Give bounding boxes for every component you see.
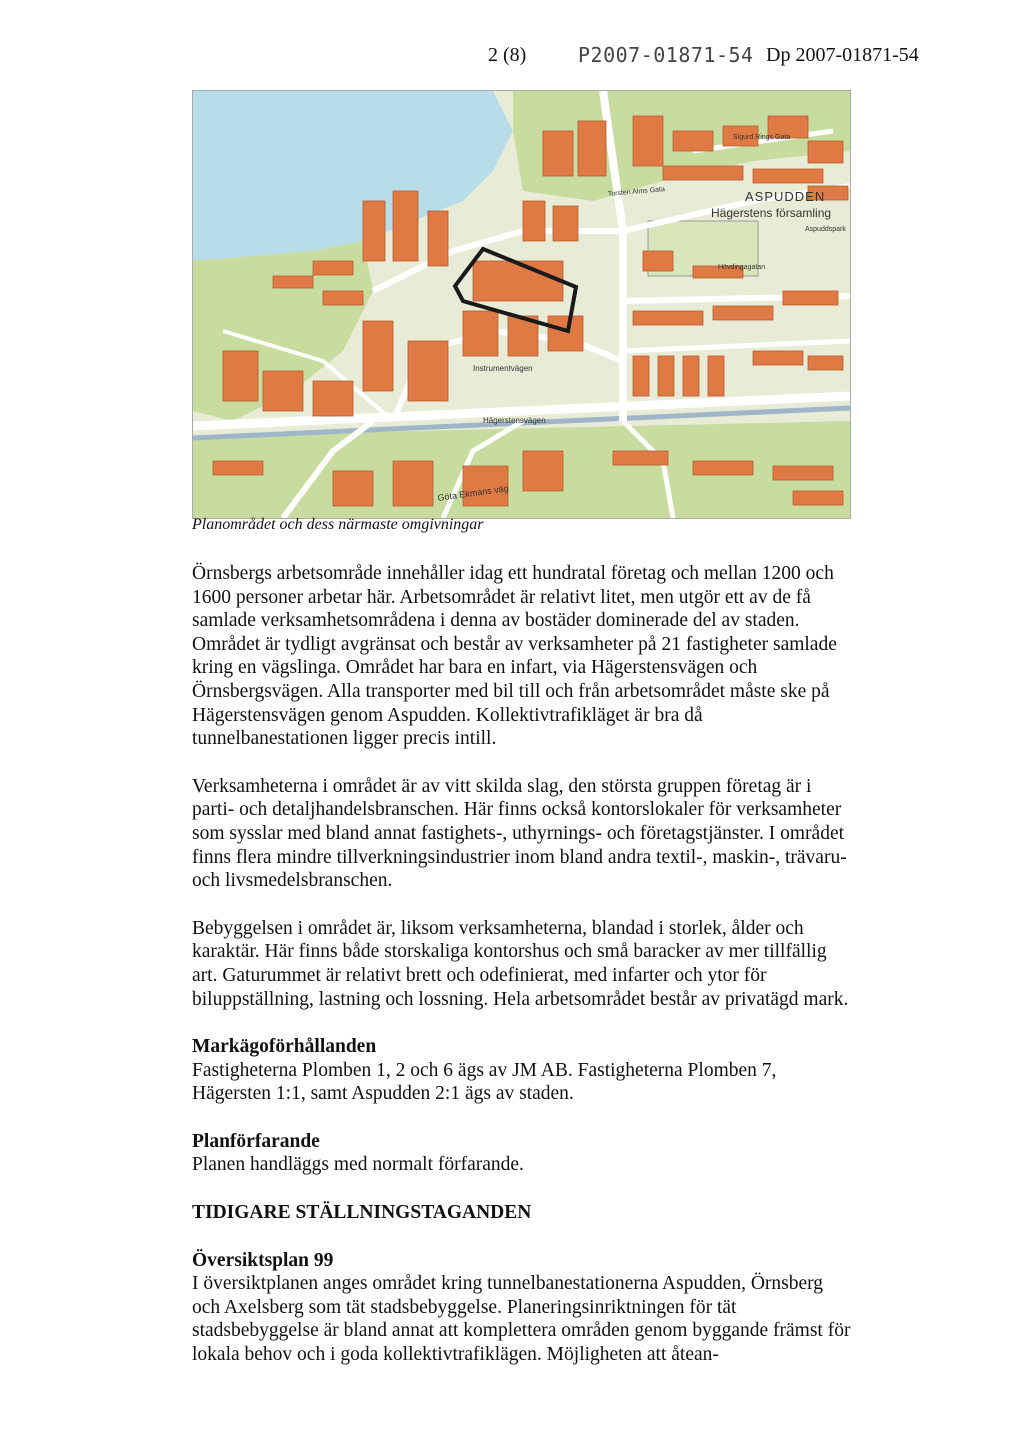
paragraph-area-overview: Örnsbergs arbetsområde innehåller idag ett hundratal företag och mellan 1200 och 1600 personer arbetar här. Arbetsområdet är relativt litet, men utgör ett av de få samlade verksamhetsområdena i denna av bostäder dominerade del av staden. Området är tydligt avgränsat och består av verksamheter på 21 fastigheter samlade kring en vägslinga. Området har bara en infart, via Hägerstensvägen och Örnsbergsvägen. Alla transporter med bil till och från arbetsområdet måste ske på Hägerstensvägen genom Aspudden. Kollektivtrafikläget är bra då tunnelbanestationen ligger precis intill.: [192, 563, 837, 750]
map-label-gota-ekmans-vag: Göta Ekmans väg: [436, 483, 510, 503]
paragraph-land-ownership: Fastigheterna Plomben 1, 2 och 6 ägs av JM AB. Fastigheterna Plomben 7, Hägersten 1:1, samt Aspudden 2:1 ägs av staden.: [192, 1059, 777, 1105]
paragraph-plan-procedure: Planen handläggs med normalt förfarande.: [192, 1154, 524, 1176]
heading-plan-procedure: Planförfarande: [192, 1130, 320, 1152]
map-label-torsten-alms-gata: Torsten Alms Gata: [607, 186, 666, 198]
map-label-instrumentvagen: Instrumentvägen: [473, 364, 533, 373]
map-label-aspudden: ASPUDDEN: [745, 189, 826, 204]
heading-overview-plan: Översiktsplan 99: [192, 1249, 334, 1271]
document-stamp: P2007-01871-54: [578, 43, 754, 67]
map-label-hovdingagatan: Hövdingagatan: [718, 264, 766, 271]
paragraph-businesses: Verksamheterna i området är av vitt skilda slag, den största gruppen företag är i parti- och detaljhandelsbranschen. Här finns också kontorslokaler för verksamheter som sysslar med bland annat fastighets-, uthyrnings- och företagstjänster. I området finns flera mindre tillverkningsindustrier inom bland andra textil-, maskin-, trävaru- och livsmedelsbranschen.: [192, 775, 847, 892]
paragraph-overview-plan: I översiktplanen anges området kring tunnelbanestationerna Aspudden, Örnsberg och Axelsberg som tät stadsbebyggelse. Planeringsinriktningen för tät stadsbebyggelse är bland annat att komplettera områden genom byggande främst för lokala behov och i goda kollektivtrafiklägen. Möjligheten att åtean-: [192, 1273, 851, 1366]
area-map: [192, 90, 851, 519]
heading-previous-positions: TIDIGARE STÄLLNINGSTAGANDEN: [192, 1202, 532, 1224]
map-label-hagerstensvagen: Hägerstensvägen: [483, 416, 546, 425]
map-label-park: Aspuddspark: [805, 226, 846, 233]
heading-land-ownership: Markägoförhållanden: [192, 1036, 377, 1058]
document-reference: Dp 2007-01871-54: [766, 44, 919, 66]
page-header: [0, 44, 1024, 74]
map-label-church: Hägerstens församling: [711, 206, 832, 220]
page-number: 2 (8): [488, 44, 527, 66]
map-caption: Planområdet och dess närmaste omgivningar: [192, 516, 484, 533]
map-label-sigurd-rings-gata: Sigurd Rings Gata: [733, 134, 791, 141]
map-graphic: [193, 91, 850, 518]
document-body: [192, 562, 852, 1391]
paragraph-buildings: Bebyggelsen i området är, liksom verksamheterna, blandad i storlek, ålder och karaktär. Här finns både storskaliga kontorshus och små baracker av mer tillfällig art. Gaturummet är relativt brett och odefinierat, med infarter och ytor för biluppställning, lastning och lossning. Hela arbetsområdet består av privatägd mark.: [192, 917, 849, 1010]
